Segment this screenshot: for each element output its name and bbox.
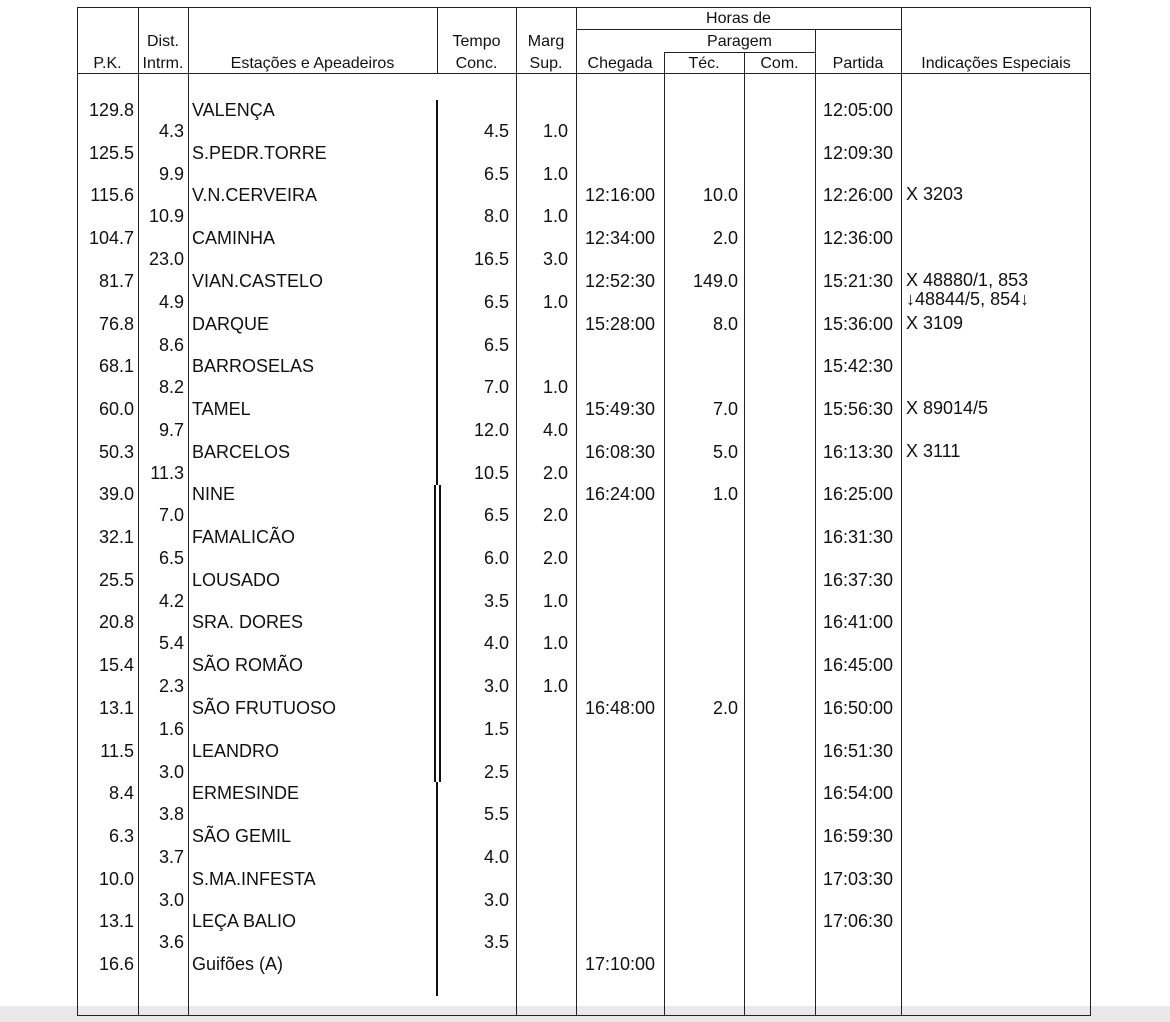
departure-time: 15:36:00 [822,314,894,334]
departure-time: 17:03:30 [822,869,894,889]
station-pk: 129.8 [88,100,134,120]
station-pk: 11.5 [100,741,134,761]
segment-running-time: 6.5 [483,335,509,355]
station-pk: 39.0 [98,484,134,504]
station-name: LOUSADO [192,570,281,590]
header-indicacoes: Indicações Especiais [921,55,1071,72]
technical-stop: 2.0 [712,698,738,718]
departure-time: 12:36:00 [822,228,894,248]
segment-distance: 3.0 [158,762,184,782]
station-pk: 76.8 [98,314,134,334]
technical-stop: 7.0 [712,399,738,419]
station-name: LEÇA BALIO [192,911,297,931]
departure-time: 12:09:30 [822,143,894,163]
segment-margin: 2.0 [542,463,568,483]
station-name: ERMESINDE [192,783,300,803]
segment-distance: 7.0 [158,505,184,525]
station-name: LEANDRO [192,741,280,761]
column-divider [138,7,139,1016]
station-name: BARCELOS [192,442,291,462]
station-name: S.PEDR.TORRE [192,143,327,163]
station-name: CAMINHA [192,228,276,248]
segment-running-time: 12.0 [473,420,509,440]
column-divider [744,52,745,1016]
station-name: S.MA.INFESTA [192,869,316,889]
station-pk: 32.1 [98,527,134,547]
segment-running-time: 4.0 [483,847,509,867]
segment-distance: 8.6 [158,335,184,355]
station-name: Guifões (A) [192,954,284,974]
segment-running-time: 6.0 [483,548,509,568]
header-tempo: Tempo [452,33,501,50]
station-pk: 68.1 [98,356,134,376]
header-chegada: Chegada [587,55,653,72]
header-marg: Marg [527,33,565,50]
station-name: V.N.CERVEIRA [192,185,318,205]
column-divider [815,29,816,1016]
segment-distance: 11.3 [150,463,184,483]
special-indication: X 89014/5 [906,398,989,418]
technical-stop: 5.0 [712,442,738,462]
segment-running-time: 6.5 [483,505,509,525]
station-pk: 81.7 [98,271,134,291]
technical-stop: 2.0 [712,228,738,248]
departure-time: 16:25:00 [822,484,894,504]
header-bottom-rule [77,73,1091,74]
column-divider [901,7,902,1016]
segment-distance: 4.2 [158,591,184,611]
header-rule [664,52,815,53]
column-divider [188,7,189,1016]
segment-distance: 23.0 [148,249,184,269]
segment-margin: 2.0 [542,548,568,568]
departure-time: 16:45:00 [822,655,894,675]
special-indication: X 48880/1, 853 ↓48844/5, 854↓ [906,270,1030,309]
segment-margin: 1.0 [542,377,568,397]
station-name: VIAN.CASTELO [192,271,324,291]
departure-time: 16:51:30 [822,741,894,761]
special-indication: X 3111 [906,441,961,461]
header-dist-sub: Intrm. [142,55,184,72]
column-divider [576,7,577,1016]
segment-margin: 1.0 [542,633,568,653]
segment-distance: 3.8 [158,804,184,824]
arrival-time: 16:24:00 [584,484,656,504]
segment-distance: 10.9 [148,206,184,226]
station-pk: 60.0 [98,399,134,419]
station-pk: 115.6 [90,185,134,205]
segment-distance: 6.5 [158,548,184,568]
station-name: VALENÇA [192,100,275,120]
departure-time: 15:42:30 [822,356,894,376]
header-tempo-sub: Conc. [455,55,498,72]
departure-time: 16:54:00 [822,783,894,803]
departure-time: 16:13:30 [822,442,894,462]
station-name: NINE [192,484,236,504]
segment-margin: 3.0 [542,249,568,269]
segment-margin: 4.0 [542,420,568,440]
technical-stop: 1.0 [712,484,738,504]
segment-distance: 2.3 [158,676,184,696]
station-pk: 125.5 [88,143,134,163]
station-name: SRA. DORES [192,612,304,632]
segment-distance: 8.2 [158,377,184,397]
station-pk: 50.3 [98,442,134,462]
header-rule [576,29,901,30]
arrival-time: 16:08:30 [584,442,656,462]
departure-time: 15:21:30 [822,271,894,291]
departure-time: 16:31:30 [822,527,894,547]
segment-distance: 9.7 [158,420,184,440]
segment-running-time: 4.5 [483,121,509,141]
technical-stop: 10.0 [702,185,738,205]
segment-running-time: 1.5 [483,719,509,739]
station-name: SÃO FRUTUOSO [192,698,337,718]
station-pk: 25.5 [98,570,134,590]
departure-time: 16:50:00 [822,698,894,718]
station-pk: 8.4 [108,783,134,803]
station-name: BARROSELAS [192,356,315,376]
header-tec: Téc. [688,55,720,72]
special-indication: X 3109 [906,313,964,333]
segment-running-time: 10.5 [473,463,509,483]
arrival-time: 15:28:00 [584,314,656,334]
segment-distance: 3.0 [158,890,184,910]
header-stations: Estações e Apeadeiros [230,55,395,72]
segment-distance: 3.6 [158,932,184,952]
station-pk: 6.3 [108,826,134,846]
departure-time: 16:41:00 [822,612,894,632]
station-pk: 13.1 [98,698,134,718]
station-pk: 104.7 [88,228,134,248]
arrival-time: 16:48:00 [584,698,656,718]
segment-running-time: 2.5 [483,762,509,782]
departure-time: 12:26:00 [822,185,894,205]
header-com: Com. [760,55,799,72]
station-name: TAMEL [192,399,251,419]
segment-margin: 1.0 [542,121,568,141]
header-partida: Partida [832,55,884,72]
station-pk: 13.1 [98,911,134,931]
header-pk: P.K. [93,55,122,72]
header-horas: Horas de [706,10,771,27]
segment-distance: 1.6 [158,719,184,739]
departure-time: 15:56:30 [822,399,894,419]
segment-running-time: 6.5 [483,164,509,184]
station-name: FAMALICÃO [192,527,296,547]
arrival-time: 17:10:00 [584,954,656,974]
departure-time: 17:06:30 [822,911,894,931]
segment-margin: 2.0 [542,505,568,525]
segment-running-time: 5.5 [483,804,509,824]
segment-distance: 3.7 [158,847,184,867]
special-indication: X 3203 [906,184,964,204]
segment-running-time: 7.0 [483,377,509,397]
technical-stop: 8.0 [712,314,738,334]
segment-running-time: 4.0 [483,633,509,653]
segment-running-time: 8.0 [483,206,509,226]
segment-running-time: 3.5 [483,591,509,611]
segment-running-time: 16.5 [473,249,509,269]
header-marg-sub: Sup. [529,55,563,72]
station-pk: 15.4 [98,655,134,675]
header-dist: Dist. [147,33,179,50]
arrival-time: 12:34:00 [584,228,656,248]
departure-time: 16:59:30 [822,826,894,846]
segment-distance: 4.9 [158,292,184,312]
arrival-time: 15:49:30 [584,399,656,419]
segment-distance: 5.4 [158,633,184,653]
station-pk: 10.0 [98,869,134,889]
station-pk: 20.8 [98,612,134,632]
segment-distance: 9.9 [158,164,184,184]
arrival-time: 12:16:00 [584,185,656,205]
station-name: SÃO ROMÃO [192,655,304,675]
segment-distance: 4.3 [158,121,184,141]
departure-time: 16:37:30 [822,570,894,590]
segment-running-time: 3.5 [483,932,509,952]
technical-stop: 149.0 [692,271,738,291]
segment-margin: 1.0 [542,292,568,312]
segment-running-time: 3.0 [483,890,509,910]
station-name: SÃO GEMIL [192,826,292,846]
station-pk: 16.6 [98,954,134,974]
single-track-line [436,782,438,996]
segment-running-time: 6.5 [483,292,509,312]
arrival-time: 12:52:30 [584,271,656,291]
segment-margin: 1.0 [542,676,568,696]
segment-margin: 1.0 [542,164,568,184]
segment-margin: 1.0 [542,591,568,611]
double-track-line [434,485,436,782]
departure-time: 12:05:00 [822,100,894,120]
single-track-line [436,100,438,485]
segment-running-time: 3.0 [483,676,509,696]
segment-margin: 1.0 [542,206,568,226]
header-paragem: Paragem [707,33,772,50]
station-name: DARQUE [192,314,270,334]
